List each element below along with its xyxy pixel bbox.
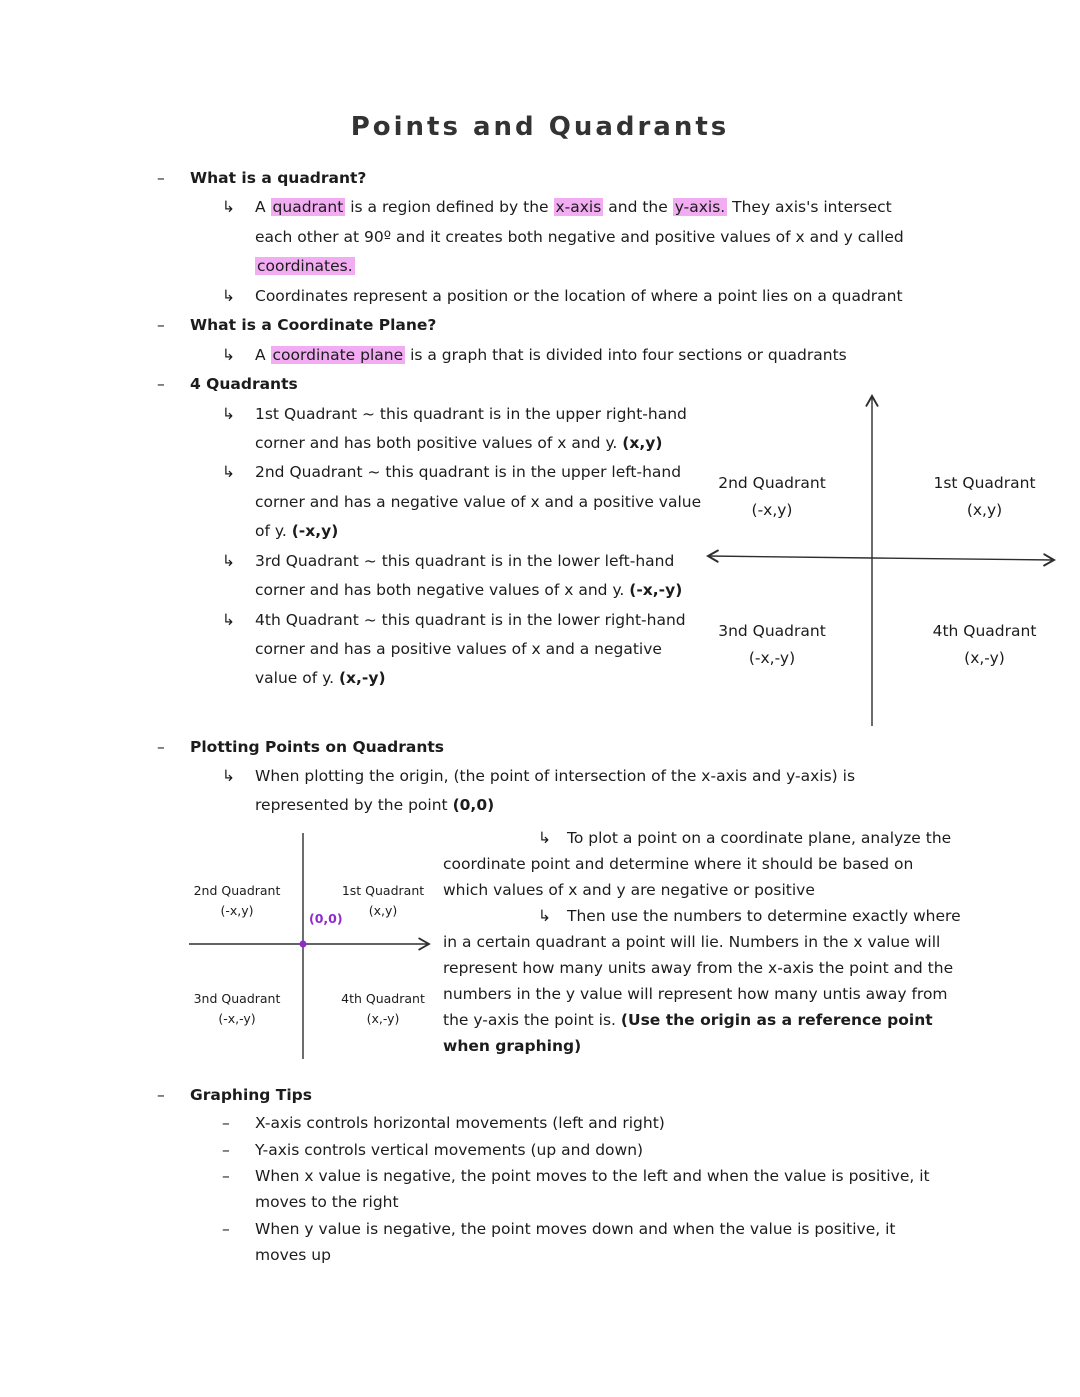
text-run: When plotting the origin, (the point of intersection of the x-axis and y-axis) is represented by the point xyxy=(255,766,856,815)
arrow-marker: ↳ xyxy=(222,551,235,570)
quadrant-diagram-large xyxy=(702,388,1062,733)
dash-marker: – xyxy=(157,169,165,187)
section-graphing-tips xyxy=(157,1081,1052,1110)
label-quadrant-3 xyxy=(187,989,287,1029)
label-quadrant-3 xyxy=(702,618,842,672)
tip-text: X-axis controls horizontal movements (left and right) xyxy=(255,1114,665,1133)
plotting-row xyxy=(157,825,1052,1065)
quadrant-coords: (x,-y) xyxy=(964,648,1005,667)
heading-graphing-tips: Graphing Tips xyxy=(190,1085,313,1104)
quadrant-name: 2nd Quadrant xyxy=(718,473,826,492)
origin-point xyxy=(300,940,307,947)
highlight-quadrant: quadrant xyxy=(272,198,344,217)
bullet-text xyxy=(255,762,873,821)
arrow-marker: ↳ xyxy=(222,198,235,217)
quadrant-coords: (-x,-y) xyxy=(218,1010,256,1026)
label-quadrant-1 xyxy=(907,470,1062,524)
coords-bold: (-x,y) xyxy=(291,522,339,541)
dash-marker: – xyxy=(222,1166,230,1185)
text-run: 1st Quadrant ~ this quadrant is in the upper right-hand corner and has both positive values of x and y. xyxy=(255,404,687,452)
tip-y-axis xyxy=(222,1137,1052,1163)
text-run: 2nd Quadrant ~ this quadrant is in the upper left-hand corner and has a negative value of x and a positive value of y. xyxy=(255,463,702,541)
bullet-coordinate-plane-definition xyxy=(222,341,1052,370)
bullet-text xyxy=(255,341,847,370)
dash-marker: – xyxy=(157,737,165,756)
coordinate-axes xyxy=(702,388,1062,733)
text-run: 3rd Quadrant ~ this quadrant is in the lower left-hand corner and has both negative values of x and y. xyxy=(255,551,675,600)
text-run: Then use the numbers to determine exactly where in a certain quadrant a point will lie. Numbers in the x value will represent how many units away from the x-axis the point and the numbers in the y value will represent how many untis away from the y-axis the point is. xyxy=(443,906,961,1030)
label-quadrant-2 xyxy=(702,470,842,524)
four-quadrants-row xyxy=(157,400,1052,733)
text-run: To plot a point on a coordinate plane, analyze the coordinate point and determine where it should be based on which values of x and y are negative or positive xyxy=(443,828,952,899)
arrow-marker: ↳ xyxy=(538,828,551,847)
origin-bold: (0,0) xyxy=(452,796,495,815)
section-plotting-points xyxy=(157,733,1052,762)
bullet-1st-quadrant xyxy=(222,400,702,459)
heading-plotting-points: Plotting Points on Quadrants xyxy=(190,737,444,756)
quadrant-name: 4th Quadrant xyxy=(932,621,1037,640)
text-run: They axis's intersect each other at 90º and it creates both negative and positive values of x and y called xyxy=(255,198,904,246)
coords-bold: (x,-y) xyxy=(338,669,386,688)
bullet-2nd-quadrant xyxy=(222,458,702,546)
arrow-marker: ↳ xyxy=(222,345,235,364)
coords-bold: (x,y) xyxy=(622,433,663,452)
quadrant-coords: (-x,-y) xyxy=(748,648,796,667)
quadrant-coords: (x,y) xyxy=(368,902,398,918)
bullet-origin-definition xyxy=(222,762,1052,821)
dash-marker: – xyxy=(157,375,165,394)
bullet-text xyxy=(255,547,702,606)
heading-what-is-a-quadrant: What is a quadrant? xyxy=(190,169,367,187)
quadrant-coords: (-x,y) xyxy=(220,902,254,918)
origin-label: (0,0) xyxy=(309,910,343,926)
quadrant-name: 3nd Quadrant xyxy=(718,621,826,640)
bullet-text xyxy=(255,400,702,459)
quadrant-coords: (x,-y) xyxy=(366,1010,400,1026)
bullet-3rd-quadrant xyxy=(222,547,702,606)
arrow-marker: ↳ xyxy=(222,610,235,629)
dash-marker: – xyxy=(222,1219,230,1238)
heading-4-quadrants: 4 Quadrants xyxy=(190,375,298,394)
label-quadrant-1 xyxy=(333,881,433,921)
bullet-4th-quadrant xyxy=(222,606,702,694)
coords-bold: (-x,-y) xyxy=(629,581,683,600)
highlight-y-axis: y-axis. xyxy=(674,198,726,217)
text-run: is a graph that is divided into four sections or quadrants xyxy=(405,345,847,364)
page-title: Points and Quadrants xyxy=(350,112,730,142)
dash-marker: – xyxy=(157,1085,165,1104)
plotting-text xyxy=(443,825,963,1065)
bullet-coordinates-definition xyxy=(222,282,1052,311)
paragraph-plot-point xyxy=(443,825,963,903)
section-what-is-a-coordinate-plane xyxy=(157,311,1052,340)
text-run: and the xyxy=(603,198,673,217)
quadrant-coords: (x,y) xyxy=(966,500,1003,519)
text-run: A xyxy=(255,198,271,217)
tip-text: When y value is negative, the point moves down and when the value is positive, it moves up xyxy=(255,1219,896,1264)
heading-what-is-a-coordinate-plane: What is a Coordinate Plane? xyxy=(190,316,437,335)
bullet-text: Coordinates represent a position or the location of where a point lies on a quadrant xyxy=(255,286,903,305)
text-run: 4th Quadrant ~ this quadrant is in the lower right-hand corner and has a positive values of x and a negative value of y. xyxy=(255,610,686,688)
bullet-quadrant-definition xyxy=(222,193,1052,281)
label-quadrant-2 xyxy=(187,881,287,921)
quadrant-name: 4th Quadrant xyxy=(341,990,425,1006)
quadrant-diagram-small xyxy=(185,827,435,1065)
reference-bold: (Use the origin as a reference point when graphing) xyxy=(443,1011,933,1056)
tip-y-negative xyxy=(222,1216,1052,1269)
arrow-marker: ↳ xyxy=(222,766,235,785)
tip-text: When x value is negative, the point moves to the left and when the value is positive, it moves to the right xyxy=(255,1166,930,1212)
quadrant-name: 1st Quadrant xyxy=(933,473,1036,492)
dash-marker: – xyxy=(157,316,165,335)
bullet-text xyxy=(255,458,702,546)
section-what-is-a-quadrant xyxy=(157,164,1052,193)
label-quadrant-4 xyxy=(907,618,1062,672)
bullet-text xyxy=(255,193,923,281)
arrow-marker: ↳ xyxy=(222,286,235,305)
text-run: A xyxy=(255,345,271,364)
coordinate-axes xyxy=(185,827,435,1065)
quadrant-name: 2nd Quadrant xyxy=(193,882,281,898)
content xyxy=(0,142,1080,1268)
bullet-text xyxy=(255,606,702,694)
highlight-x-axis: x-axis xyxy=(555,198,602,217)
dash-marker: – xyxy=(222,1140,230,1159)
tip-x-negative xyxy=(222,1163,1052,1216)
highlight-coordinate-plane: coordinate plane xyxy=(272,345,404,364)
paragraph-use-numbers xyxy=(443,903,963,1059)
arrow-marker: ↳ xyxy=(222,404,235,423)
label-quadrant-4 xyxy=(333,989,433,1029)
dash-marker: – xyxy=(222,1114,230,1133)
tip-text: Y-axis controls vertical movements (up and down) xyxy=(255,1140,644,1159)
quadrant-coords: (-x,y) xyxy=(751,500,793,519)
quadrant-name: 3nd Quadrant xyxy=(193,990,281,1006)
highlight-coordinates: coordinates. xyxy=(257,257,353,276)
quadrant-name: 1st Quadrant xyxy=(341,882,425,898)
tip-x-axis xyxy=(222,1110,1052,1136)
four-quadrants-text xyxy=(157,400,702,733)
text-run: is a region defined by the xyxy=(345,198,554,217)
arrow-marker: ↳ xyxy=(538,906,551,925)
arrow-marker: ↳ xyxy=(222,463,235,482)
